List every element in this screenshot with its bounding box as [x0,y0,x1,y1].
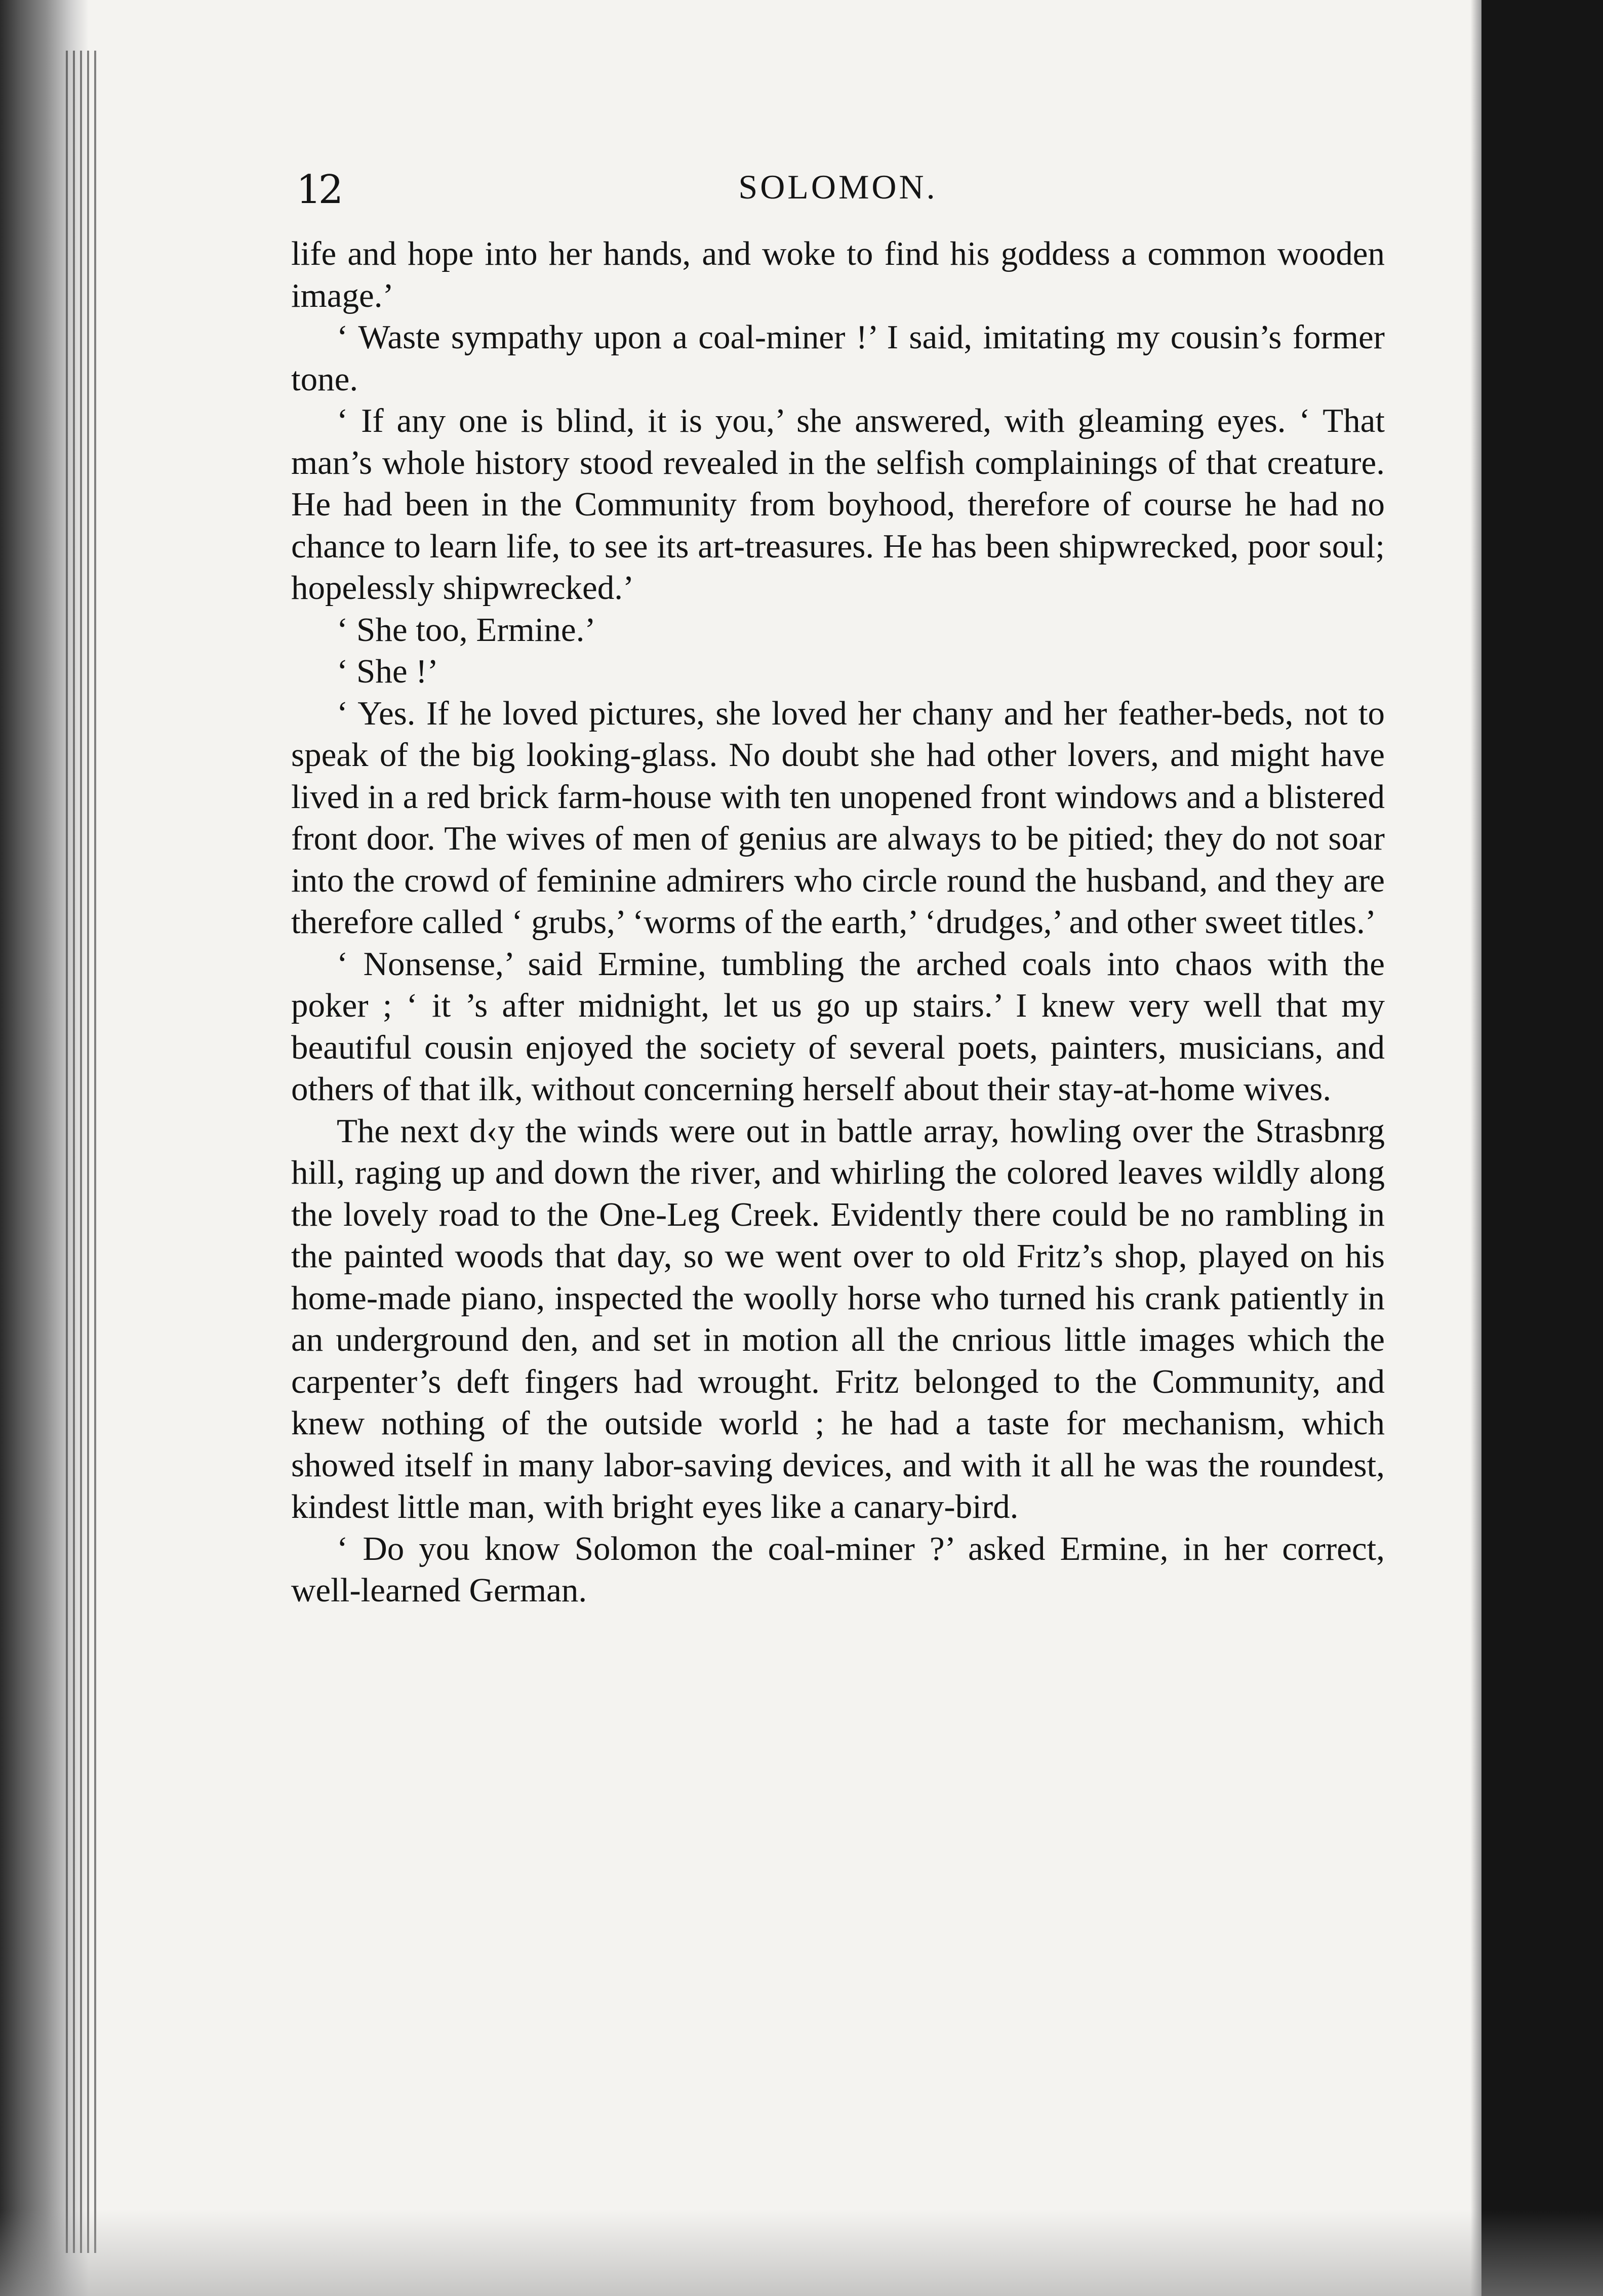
running-head: SOLOMON. [738,168,938,206]
body-text [291,233,1385,1612]
page-header [291,167,1385,223]
binding-shadow-lines [66,51,96,2253]
right-dark-border [1481,0,1603,2296]
paragraph: ‘ She too, Ermine.’ [337,611,596,649]
paragraph: ‘ Waste sympathy upon a coal-miner !’ I said, imitating my cousin’s former tone. [291,318,1385,398]
paragraph: ‘ She !’ [337,653,438,690]
paragraph: ‘ Yes. If he loved pictures, she loved her chany and her feather-beds, not to speak of the big looking-glass. No doubt she had other lovers, and might have lived in a red brick farm-house with ten unopened front windows and a blistered front door. The wives of men of genius are always to be pitied; they do not soar into the crowd of feminine admirers who circle round the husband, and they are therefore called ‘ grubs,’ ‘worms of the earth,’ ‘drudges,’ and other sweet titles.’ [291,694,1385,941]
page-number: 12 [296,167,341,213]
paragraph: ‘ Do you know Solomon the coal-miner ?’ asked Ermine, in her correct, well-learned German. [291,1529,1385,1609]
paragraph: ‘ Nonsense,’ said Ermine, tumbling the arched coals into chaos with the poker ; ‘ it ’s after midnight, let us go up stairs.’ I knew very well that my beautiful cousin enjoyed the society of several poets, painters, musicians, and others of that ilk, without concerning herself about their stay-at-home wives. [291,945,1385,1108]
paragraph: The next d‹y the winds were out in battle array, howling over the Strasbnrg hill, raging up and down the river, and whirling the colored leaves wildly along the lovely road to the One-Leg Creek. Evidently there could be no rambling in the painted woods that day, so we went over to old Fritz’s shop, played on his home-made piano, inspected the woolly horse who turned his crank patiently in an underground den, and set in motion all the cnrious little images which the carpenter’s deft fingers had wrought. Fritz belonged to the Community, and knew nothing of the outside world ; he had a taste for mechanism, which showed itself in many labor-saving devices, and with it all he was the roundest, kindest little man, with bright eyes like a canary-bird. [291,1112,1385,1525]
paragraph: life and hope into her hands, and woke to find his goddess a common wooden image.’ [291,235,1385,314]
right-edge-shadow [1470,0,1481,2296]
book-page [291,167,1385,1612]
bottom-scan-noise [0,2210,1603,2296]
paragraph: ‘ If any one is blind, it is you,’ she answered, with gleaming eyes. ‘ That man’s whole history stood revealed in the selfish complainings of that creature. He had been in the Community from boyhood, therefore of course he had no chance to learn life, to see its art-treasures. He has been shipwrecked, poor soul; hopelessly shipwrecked.’ [291,402,1385,607]
